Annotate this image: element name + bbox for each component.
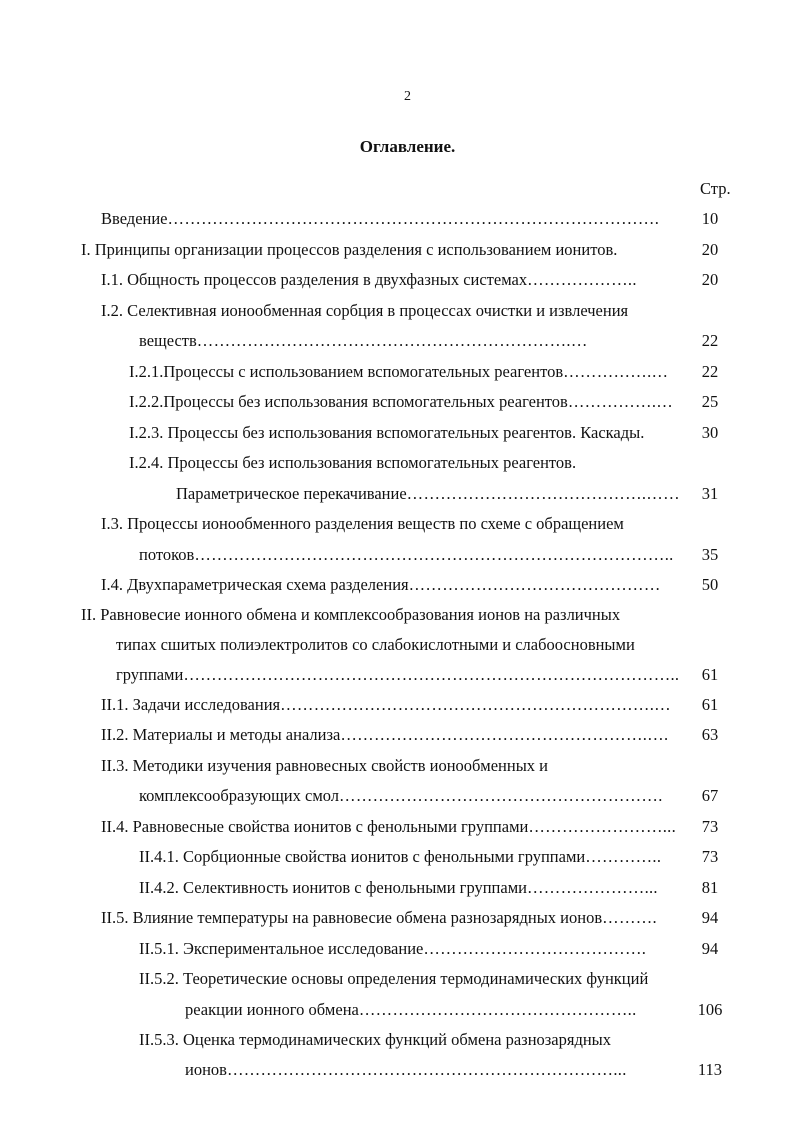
toc-entry [129,423,644,443]
toc-entry-title: I.2.3. Процессы без использования вспомогательных реагентов. Каскады. [129,423,645,442]
toc-entry-title: веществ [139,331,197,350]
toc-entry-leader: ………. [602,908,657,927]
toc-entry-title: I.2.2.Процессы без использования вспомогательных реагентов [129,392,568,411]
page-column-header: Стр. [700,179,731,198]
toc-entry-title: I.1. Общность процессов разделения в двухфазных системах [101,270,528,289]
toc-entry [139,878,658,898]
toc-entry [139,1030,611,1050]
toc-entry-leader: ………………………………………….. [358,1000,637,1019]
toc-entry-title: II.4. Равновесные свойства ионитов с фенольными группами [101,817,529,836]
toc-entry-page: 20 [701,240,719,259]
toc-entry-title: II.5.2. Теоретические основы определения термодинамических функций [139,969,649,988]
toc-entry-leader: …………………………………. [423,939,647,958]
toc-entry-leader: ……………………………………………………………... [226,1060,627,1079]
toc-entry [139,847,661,867]
toc-entry [101,908,657,928]
toc-entry-page: 73 [701,847,719,866]
toc-entry-page: 10 [701,209,719,228]
toc-entry [101,209,659,229]
toc-entry-title: реакции ионного обмена [185,1000,359,1019]
toc-entry-page: 73 [701,817,719,836]
toc-entry-page: 50 [701,575,719,594]
toc-entry-title: ионов [185,1060,227,1079]
toc-entry [81,240,617,260]
toc-entry [101,695,671,715]
toc-entry [101,514,624,534]
toc-entry-leader: …………………... [526,878,658,897]
toc-entry-title: II.3. Методики изучения равновесных свойств ионообменных и [101,756,548,775]
toc-entry-leader: ………………………………………………………….… [196,331,588,350]
toc-entry-title: группами [116,665,184,684]
toc-entry-leader: ……………….. [527,270,637,289]
toc-entry [139,969,648,989]
toc-entry-title: II.5.1. Экспериментальное исследование [139,939,424,958]
toc-entry [101,725,668,745]
toc-entry-leader: ………………………………………………………………………….. [194,545,674,564]
toc-entry-title: типах сшитых полиэлектролитов со слабокислотными и слабоосновными [116,635,635,654]
toc-entry-leader: ………….. [585,847,662,866]
toc-entry [116,635,635,655]
toc-entry-leader: ………………………………………………………….… [280,695,671,714]
toc-entry-leader: …………….… [563,362,669,381]
toc-entry-page: 35 [701,545,719,564]
toc-entry-leader: …………………………………………………. [339,786,663,805]
page-title: Оглавление. [359,137,456,156]
toc-entry-page: 31 [701,484,719,503]
page-number: 2 [404,89,411,104]
toc-entry-title: II. Равновесие ионного обмена и комплексообразования ионов на различных [81,605,621,624]
toc-entry-page: 22 [701,362,719,381]
toc-entry [176,484,680,504]
toc-entry [101,270,637,290]
toc-entry-page: 30 [701,423,719,442]
toc-entry-leader: ……………………... [528,817,677,836]
toc-entry-page: 25 [701,392,719,411]
toc-entry [185,1000,637,1020]
toc-entry-title: комплексообразующих смол [139,786,340,805]
toc-entry [139,939,646,959]
toc-entry-title: II.4.1. Сорбционные свойства ионитов с фенольными группами [139,847,586,866]
toc-entry [81,605,620,625]
toc-entry-page: 106 [697,1000,723,1019]
toc-entry-page: 81 [701,878,719,897]
toc-entry-page: 63 [701,725,719,744]
toc-entry-leader: ……………………………………………….…. [340,725,669,744]
toc-entry-title: потоков [139,545,195,564]
toc-entry-title: Параметрическое перекачивание [176,484,407,503]
toc-entry-leader: ……………………………………… [408,575,661,594]
toc-entry [129,453,576,473]
toc-entry-leader: …………………………………………………………………………….. [183,665,680,684]
toc-entry-page: 113 [697,1060,723,1079]
toc-entry [101,817,676,837]
toc-entry-title: I.3. Процессы ионообменного разделения веществ по схеме с обращением [101,514,624,533]
toc-entry [185,1060,627,1080]
toc-entry-page: 61 [701,695,719,714]
toc-entry-leader: …………………………………….…… [406,484,680,503]
toc-entry-title: II.2. Материалы и методы анализа [101,725,341,744]
toc-entry-page: 94 [701,939,719,958]
toc-entry-title: I.4. Двухпараметрическая схема разделения [101,575,409,594]
toc-entry-title: II.4.2. Селективность ионитов с фенольными группами [139,878,527,897]
toc-entry-title: II.5.3. Оценка термодинамических функций обмена разнозарядных [139,1030,612,1049]
toc-entry-title: I. Принципы организации процессов разделения с использованием ионитов. [81,240,618,259]
toc-entry-leader: ……………………………………………………………………………. [167,209,660,228]
toc-entry-title: II.1. Задачи исследования [101,695,281,714]
toc-entry-leader: …………….… [567,392,674,411]
toc-entry [129,362,668,382]
toc-entry [101,575,661,595]
toc-entry-page: 20 [701,270,719,289]
toc-entry-title: II.5. Влияние температуры на равновесие обмена разнозарядных ионов [101,908,603,927]
toc-entry-page: 67 [701,786,719,805]
toc-entry-page: 94 [701,908,719,927]
toc-entry-page: 22 [701,331,719,350]
toc-entry [116,665,679,685]
toc-entry [129,392,673,412]
toc-entry-title: I.2.4. Процессы без использования вспомогательных реагентов. [129,453,577,472]
toc-entry-title: I.2. Селективная ионообменная сорбция в процессах очистки и извлечения [101,301,629,320]
toc-entry [101,756,548,776]
toc-entry-title: I.2.1.Процессы с использованием вспомогательных реагентов [129,362,564,381]
toc-entry-title: Введение [101,209,168,228]
toc-entry [101,301,628,321]
toc-entry [139,786,663,806]
toc-entry-page: 61 [701,665,719,684]
toc-entry [139,331,588,351]
toc-entry [139,545,674,565]
